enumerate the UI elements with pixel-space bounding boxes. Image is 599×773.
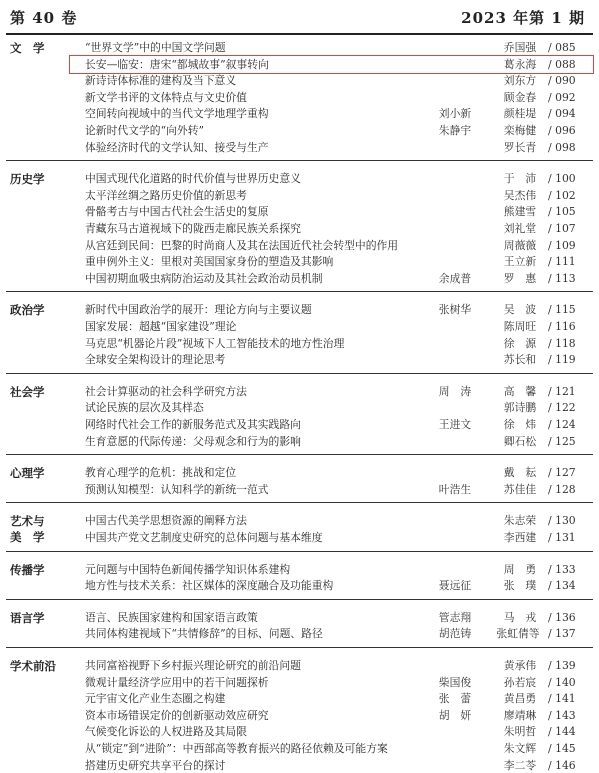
entry-author: 孙若宸: [503, 675, 537, 689]
entry-page-number: / 139: [548, 659, 576, 672]
toc-entry[interactable]: [0, 271, 599, 286]
entry-author: 刘礼堂: [503, 222, 537, 235]
entry-page-number: / 111: [548, 255, 576, 269]
entry-page-number: / 144: [548, 725, 576, 739]
section-divider: [6, 160, 593, 161]
section-label-line: 心理学: [10, 466, 45, 481]
toc-entry[interactable]: [0, 400, 599, 415]
entry-author: 黄昌勇: [503, 692, 537, 706]
entry-author: 刘东方: [503, 74, 537, 88]
entry-author: 朱志荣: [503, 514, 537, 528]
entry-page-number: / 133: [548, 562, 576, 576]
entry-coauthor: 管志翔: [438, 610, 472, 624]
entry-author: 葛永海: [503, 57, 537, 71]
entry-title[interactable]: 从宫廷到民间：巴黎的时尚商人及其在法国近代社会转型中的作用: [85, 238, 399, 252]
entry-title[interactable]: 论新时代文学的“向外转”: [85, 124, 205, 137]
entry-title[interactable]: 国家发展：超越“国家建设”理论: [85, 320, 237, 333]
entry-coauthor: 朱静宇: [438, 124, 472, 137]
entry-title[interactable]: 生育意愿的代际传递：父母观念和行为的影响: [85, 434, 301, 448]
entry-title[interactable]: 中国初期血吸虫病防治运动及其社会政治动员机制: [85, 271, 323, 285]
entry-title[interactable]: 共同富裕视野下乡村振兴理论研究的前沿问题: [85, 659, 301, 672]
entry-title[interactable]: 中国式现代化道路的时代价值与世界历史意义: [85, 172, 301, 186]
entry-page-number: / 134: [548, 579, 576, 593]
entry-title[interactable]: 预测认知模型：认知科学的新统一范式: [85, 482, 269, 496]
toc-entry[interactable]: [0, 530, 599, 545]
entry-author: 李西建: [503, 531, 537, 544]
entry-page-number: / 124: [548, 418, 576, 431]
entry-author: 颜桂堤: [503, 107, 537, 121]
entry-title[interactable]: 搭建历史研究共享平台的探讨: [85, 758, 226, 772]
entry-coauthor: 周 涛: [438, 384, 472, 398]
section-label-line: 政治学: [10, 303, 45, 318]
toc-entry[interactable]: [0, 384, 599, 399]
entry-page-number: / 122: [548, 401, 576, 415]
section-divider: [6, 291, 593, 292]
entry-title[interactable]: 从“锁定”到“进阶”：中西部高等教育振兴的路径依赖及可能方案: [85, 742, 388, 755]
highlight-box: [69, 55, 594, 74]
entry-page-number: / 100: [548, 172, 576, 186]
entry-author: 苏长和: [503, 353, 537, 367]
entry-page-number: / 102: [548, 188, 576, 202]
entry-page-number: / 136: [548, 610, 576, 624]
entry-page-number: / 090: [548, 74, 576, 88]
entry-author: 朱明哲: [503, 725, 537, 739]
entry-title[interactable]: 教育心理学的危机：挑战和定位: [85, 466, 237, 480]
toc-entry[interactable]: [0, 465, 599, 480]
entry-page-number: / 118: [548, 336, 576, 350]
entry-page-number: / 098: [548, 140, 576, 154]
journal-header: [0, 0, 599, 32]
entry-author: 马 戎: [503, 610, 537, 624]
entry-title[interactable]: 微观计量经济学应用中的若干问题探析: [85, 675, 269, 689]
toc-entry[interactable]: [0, 204, 599, 219]
entry-title[interactable]: 长安—临安：唐宋“都城故事”叙事转向: [85, 57, 269, 71]
entry-page-number: / 105: [548, 205, 576, 219]
entry-coauthor: 刘小新: [438, 107, 472, 121]
section-divider: [6, 454, 593, 455]
entry-page-number: / 146: [548, 758, 576, 772]
entry-title[interactable]: 网络时代社会工作的新服务范式及其实践路向: [85, 418, 301, 431]
toc-entry[interactable]: [0, 417, 599, 432]
toc-entry[interactable]: [0, 171, 599, 186]
entry-title[interactable]: 新诗诗体标准的建构及当下意义: [85, 74, 237, 88]
entry-title[interactable]: 共同体构建视域下“共情修辞”的目标、问题、路径: [85, 627, 323, 641]
entry-page-number: / 113: [548, 271, 576, 285]
toc-entry[interactable]: [0, 319, 599, 334]
entry-title[interactable]: 资本市场错误定价的创新驱动效应研究: [85, 708, 269, 722]
entry-page-number: / 137: [548, 627, 576, 641]
toc-entry[interactable]: [0, 513, 599, 528]
entry-coauthor: 胡范铸: [438, 627, 472, 641]
entry-page-number: / 096: [548, 124, 576, 137]
toc-entry[interactable]: [0, 691, 599, 706]
toc-entry[interactable]: [0, 336, 599, 351]
toc-entry[interactable]: [0, 562, 599, 577]
entry-author: 顾金春: [503, 90, 537, 104]
section-divider: [6, 599, 593, 600]
entry-coauthor: 张树华: [438, 303, 472, 317]
entry-page-number: / 125: [548, 434, 576, 448]
entry-author: 郭诗鹏: [503, 401, 537, 415]
entry-author: 熊建雪: [503, 205, 537, 219]
entry-page-number: / 109: [548, 238, 576, 252]
entry-title[interactable]: 青藏东马古道视域下的陇西走廊民族关系探究: [85, 222, 301, 235]
section-label-line: 美 学: [10, 530, 45, 545]
entry-author: 卿石松: [503, 434, 537, 448]
section-label-line: 社会学: [10, 384, 45, 399]
entry-title[interactable]: 社会计算驱动的社会科学研究方法: [85, 384, 247, 398]
entry-coauthor: 柴国俊: [438, 675, 472, 689]
entry-page-number: / 143: [548, 708, 576, 722]
toc-entry[interactable]: [0, 724, 599, 739]
entry-title[interactable]: 马克思“机器论片段”视域下人工智能技术的地方性治理: [85, 336, 345, 350]
entry-title[interactable]: 新文学书评的文体特点与文史价值: [85, 90, 247, 104]
entry-author: 黄承伟: [503, 659, 537, 672]
toc-entry[interactable]: [0, 626, 599, 641]
section-label-line: 学术前沿: [10, 659, 56, 673]
entry-author: 吴杰伟: [503, 188, 537, 202]
entry-author: 徐 源: [503, 336, 537, 350]
entry-page-number: / 131: [548, 531, 576, 544]
entry-title[interactable]: 中国古代美学思想资源的阐释方法: [85, 514, 247, 528]
entry-author: 王立新: [503, 255, 537, 269]
entry-author: 栾梅健: [503, 124, 537, 137]
toc-entry[interactable]: [0, 578, 599, 593]
entry-title[interactable]: 元问题与中国特色新闻传播学知识体系建构: [85, 562, 291, 576]
toc-entry[interactable]: [0, 73, 599, 88]
entry-title[interactable]: 元宇宙文化产业生态圈之构建: [85, 692, 226, 706]
toc-entry[interactable]: [0, 106, 599, 121]
entry-page-number: / 145: [548, 742, 576, 755]
entry-page-number: / 092: [548, 90, 576, 104]
entry-author: 廖靖琳: [503, 708, 537, 722]
section-label-line: 文 学: [10, 41, 45, 55]
section-divider: [6, 647, 593, 648]
toc-entry[interactable]: [0, 123, 599, 138]
toc-entry[interactable]: [0, 352, 599, 367]
section-label-line: 语言学: [10, 610, 45, 625]
header-rule: [6, 33, 593, 35]
toc-entry[interactable]: [0, 188, 599, 203]
toc-entry[interactable]: [0, 610, 599, 625]
volume-label: 第 40 卷: [10, 9, 78, 27]
section-divider: [6, 373, 593, 374]
entry-author: 张 璞: [503, 579, 537, 593]
entry-author: 吴 波: [503, 303, 537, 317]
section-label-line: 艺术与: [10, 514, 45, 529]
entry-coauthor: 余成普: [438, 271, 472, 285]
entry-page-number: / 140: [548, 675, 576, 689]
entry-author: 徐 炜: [503, 418, 537, 431]
entry-page-number: / 119: [548, 353, 576, 367]
entry-title[interactable]: 语言、民族国家建构和国家语言政策: [85, 610, 258, 624]
entry-author: 于 沛: [503, 172, 537, 186]
entry-author: 朱文辉: [503, 742, 537, 755]
entry-author: 乔国强: [503, 41, 537, 54]
entry-coauthor: 胡 妍: [438, 708, 472, 722]
entry-coauthor: 王进文: [438, 418, 472, 431]
entry-page-number: / 127: [548, 466, 576, 480]
issue-label: 2023 年第 1 期: [461, 9, 585, 27]
toc-entry[interactable]: [0, 254, 599, 269]
toc-entry[interactable]: [0, 140, 599, 155]
entry-title[interactable]: “世界文学”中的中国文学问题: [85, 41, 226, 54]
entry-author: 张虹倩等: [496, 627, 540, 641]
entry-coauthor: 张 蕾: [438, 692, 472, 706]
entry-page-number: / 094: [548, 107, 576, 121]
entry-title[interactable]: 体验经济时代的文学认知、接受与生产: [85, 140, 269, 154]
entry-page-number: / 128: [548, 482, 576, 496]
section-divider: [6, 502, 593, 503]
entry-author: 苏佳佳: [503, 482, 537, 496]
toc-entry[interactable]: [0, 708, 599, 723]
entry-title[interactable]: 中国共产党文艺制度史研究的总体问题与基本维度: [85, 531, 323, 544]
toc-entry[interactable]: [0, 658, 599, 673]
toc-entry[interactable]: [0, 758, 599, 773]
toc-entry[interactable]: [0, 675, 599, 690]
toc-entry[interactable]: [0, 40, 599, 55]
entry-page-number: / 115: [548, 303, 576, 317]
entry-page-number: / 141: [548, 692, 576, 706]
entry-coauthor: 叶浩生: [438, 482, 472, 496]
entry-page-number: / 121: [548, 384, 576, 398]
entry-title[interactable]: 气候变化诉讼的人权进路及其局限: [85, 725, 247, 739]
entry-author: 罗 惠: [503, 271, 537, 285]
entry-title[interactable]: 太平洋丝绸之路历史价值的新思考: [85, 188, 247, 202]
entry-page-number: / 130: [548, 514, 576, 528]
entry-author: 李二苓: [503, 758, 537, 772]
toc-entry[interactable]: [0, 302, 599, 317]
entry-coauthor: 聂远征: [438, 579, 472, 593]
toc-entry[interactable]: [0, 482, 599, 497]
entry-page-number: / 088: [548, 57, 576, 71]
toc-entry[interactable]: [0, 221, 599, 236]
section-label-line: 历史学: [10, 172, 45, 187]
entry-page-number: / 085: [548, 41, 576, 54]
entry-author: 周薇薇: [503, 238, 537, 252]
entry-title[interactable]: 试论民族的层次及其样态: [85, 401, 204, 415]
toc-entry[interactable]: [0, 90, 599, 105]
entry-title[interactable]: 新时代中国政治学的展开：理论方向与主要议题: [85, 303, 312, 317]
entry-title[interactable]: 骨骼考古与中国古代社会生活史的复原: [85, 205, 269, 219]
entry-title[interactable]: 空间转向视域中的当代文学地理学重构: [85, 107, 269, 121]
section-divider: [6, 551, 593, 552]
entry-author: 陈周旺: [503, 320, 537, 333]
toc-entry[interactable]: [0, 238, 599, 253]
entry-author: 罗长青: [503, 140, 537, 154]
entry-author: 戴 耘: [503, 466, 537, 480]
section-label-line: 传播学: [10, 562, 45, 577]
entry-page-number: / 116: [548, 320, 576, 333]
toc-entry[interactable]: [0, 434, 599, 449]
entry-title[interactable]: 重申例外主义：里根对美国国家身份的塑造及其影响: [85, 255, 334, 269]
entry-author: 周 勇: [503, 562, 537, 576]
entry-title[interactable]: 地方性与技术关系：社区媒体的深度融合及功能重构: [85, 579, 334, 593]
entry-page-number: / 107: [548, 222, 576, 235]
entry-author: 高 馨: [503, 384, 537, 398]
entry-title[interactable]: 全球安全架构设计的理论思考: [85, 353, 226, 367]
